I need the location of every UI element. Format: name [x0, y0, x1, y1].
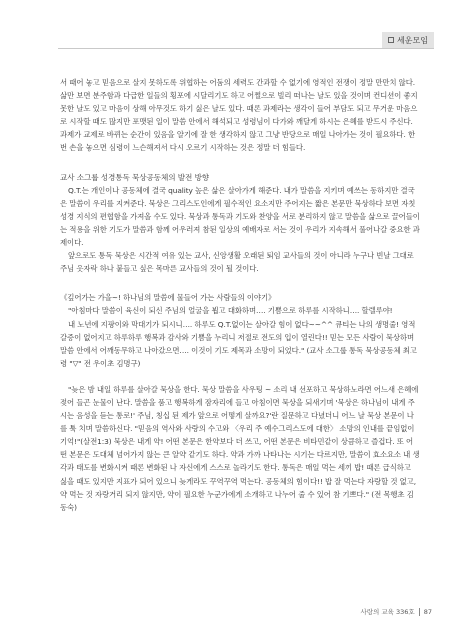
- article-body: [60, 76, 420, 514]
- paragraph-future: 앞으로도 통독 묵상은 시간적 여유 있는 교사, 신앙생활 오래된 퇴임 교사들의 것이 아니라 누구나 빈날 그대로 주님 옷자락 하나 붙들고 싶은 목마른 교사들의 것이 될 것이다.: [60, 251, 414, 274]
- testimony-1b: 내 노년에 지팡이와 막대기가 되시니…. 하루도 Q.T.없이는 살아갈 힘이 없다~~^^ 큐티는 나의 생명줄! 영적 갈증이 없어지고 하루하루 행복과 감사와 기쁨을 누리니 저절로 전도의 입이 열린다!! 믿는 모든 사람이 묵상하며 말씀 안에서 어깨동무하고 나아갔으면…. 이것이 기도 제목과 소망이 되었다." (교사 소그룹 통독 묵상공동체 최고령 "▽" 전 우이초 김명구): [60, 319, 417, 368]
- section-title: 세운모임: [397, 35, 428, 45]
- quote-heading: 《깊어가는 가을~! 하나님의 말씀에 물들어 가는 사람들의 이야기》: [60, 293, 276, 303]
- testimony-1a: "아침마다 말씀이 육신이 되신 주님의 얼굴을 뵙고 대화하며…. 기쁨으로 하루를 시작하니…. 할렐루야!: [68, 306, 393, 316]
- page-number: 87: [423, 607, 432, 616]
- section-heading: 교사 소그룹 성경통독 묵상공동체의 발전 방향: [60, 172, 210, 182]
- publication-name: 사랑의 교육 336호: [360, 608, 415, 616]
- spacer: [60, 370, 420, 383]
- page-footer: [361, 607, 433, 616]
- square-icon: [388, 37, 394, 43]
- paragraph-intro: 서 때어 놓고 믿음으로 살지 못하도록 위협하는 어둠의 세력도 간과할 수 없기에 영적인 전쟁이 정말 만만치 않다. 삶만 보면 분주함과 다급한 일들의 횡포에 시달리기도 하고 어쩔으로 빌리 떠나는 날도 있을 것이며 컨디션이 좋지 못한 날도 있고 마음이 상해 아무것도 하기 싫은 날도 있다. 때론 과제라는 생각이 들어 부담도 되고 무거운 마음으로 시작할 때도 많지만 포맷된 일이 말씀 안에서 해석되고 성령님이 다가와 깨달게 하시는 은혜를 받드시 주신다. 과제가 교제로 바뀌는 순간이 있음을 알기에 잘 한 생각하지 않고 그냥 반당으로 매일 나아가는 것이 필요하다. 한번 손을 놓으면 심령이 느슨해져서 다시 오르기 시작하는 것은 정말 더 힘들다.: [60, 78, 418, 153]
- footer-divider: [419, 608, 420, 616]
- spacer: [60, 275, 420, 291]
- paragraph-qt: Q.T.는 개인이나 공동체에 결국 quality 높은 삶은 살아가게 해준다. 내가 말씀을 지키며 예쓰는 동하지만 결국은 말씀이 우리를 지켜준다. 묵상은 그리스도인에게 필수적인 요소지만 주어지는 짧은 본문만 묵상하다 보면 자칫 성경 지식의 편협함을 가져올 수도 있다. 묵상과 통독과 기도와 찬양을 서로 분리하지 않고 말씀을 삶으로 끌어들이는 적용을 위한 기도가 말씀과 함께 어우러져 참된 일상의 예배자로 서는 것이 우리가 지속해서 풀어나갈 중요한 과제이다.: [60, 185, 420, 248]
- header-divider: [58, 48, 434, 49]
- spacer: [60, 155, 420, 171]
- testimony-2: "늦은 밤 내일 하루를 살아갈 묵상을 한다. 묵상 말씀을 사우팅 ~ 소리 내 선포하고 묵상하노라면 어느새 은혜에 젖어 들곤 눈물이 난다. 말씀을 품고 행복하게 잠자리에 들고 아침이면 묵상을 되새기며 '묵상은 하나님이 내게 주시는 음성을 듣는 통로!' 주님, 칭십 된 제가 앞으로 어떻게 살까요?'란 질문하고 다녔더니 어느 날 묵상 본문이 나를 툭 치며 말씀하신다. "믿음의 역사와 사랑의 수고와 〈우리 주 예수그리스도에 대한〉 소망의 인내를 끝임없이 기억!"(살전1:3) 묵상은 내게 약! 어떤 본문은 한약보다 더 쓰고, 어떤 본문은 비타민같이 상큼하고 즐겁다. 또 어떤 본문은 도대체 넘어가지 않는 큰 알약 같기도 하다. 약과 가까 나타나는 시기는 다르지만, 말씀이 효소요소 내 생각과 태도를 변화시켜 때론 변화된 나 자신에게 스스로 놀라기도 한다. 통독은 매일 먹는 세끼 밥! 때론 급식하고 싫을 때도 있지만 지표가 되어 있으니 늦게라도 꾸역꾸역 먹는다. 공동체의 힘이다!! 밥 잘 먹는다 자랑할 것 없고, 약 먹는 것 자랑거리 되지 않지만, 약이 필요한 누군가에게 소개하고 나누어 줄 수 있어 참 기쁘다." (전 목행초 김동숙): [60, 384, 420, 512]
- section-tab: [382, 32, 434, 48]
